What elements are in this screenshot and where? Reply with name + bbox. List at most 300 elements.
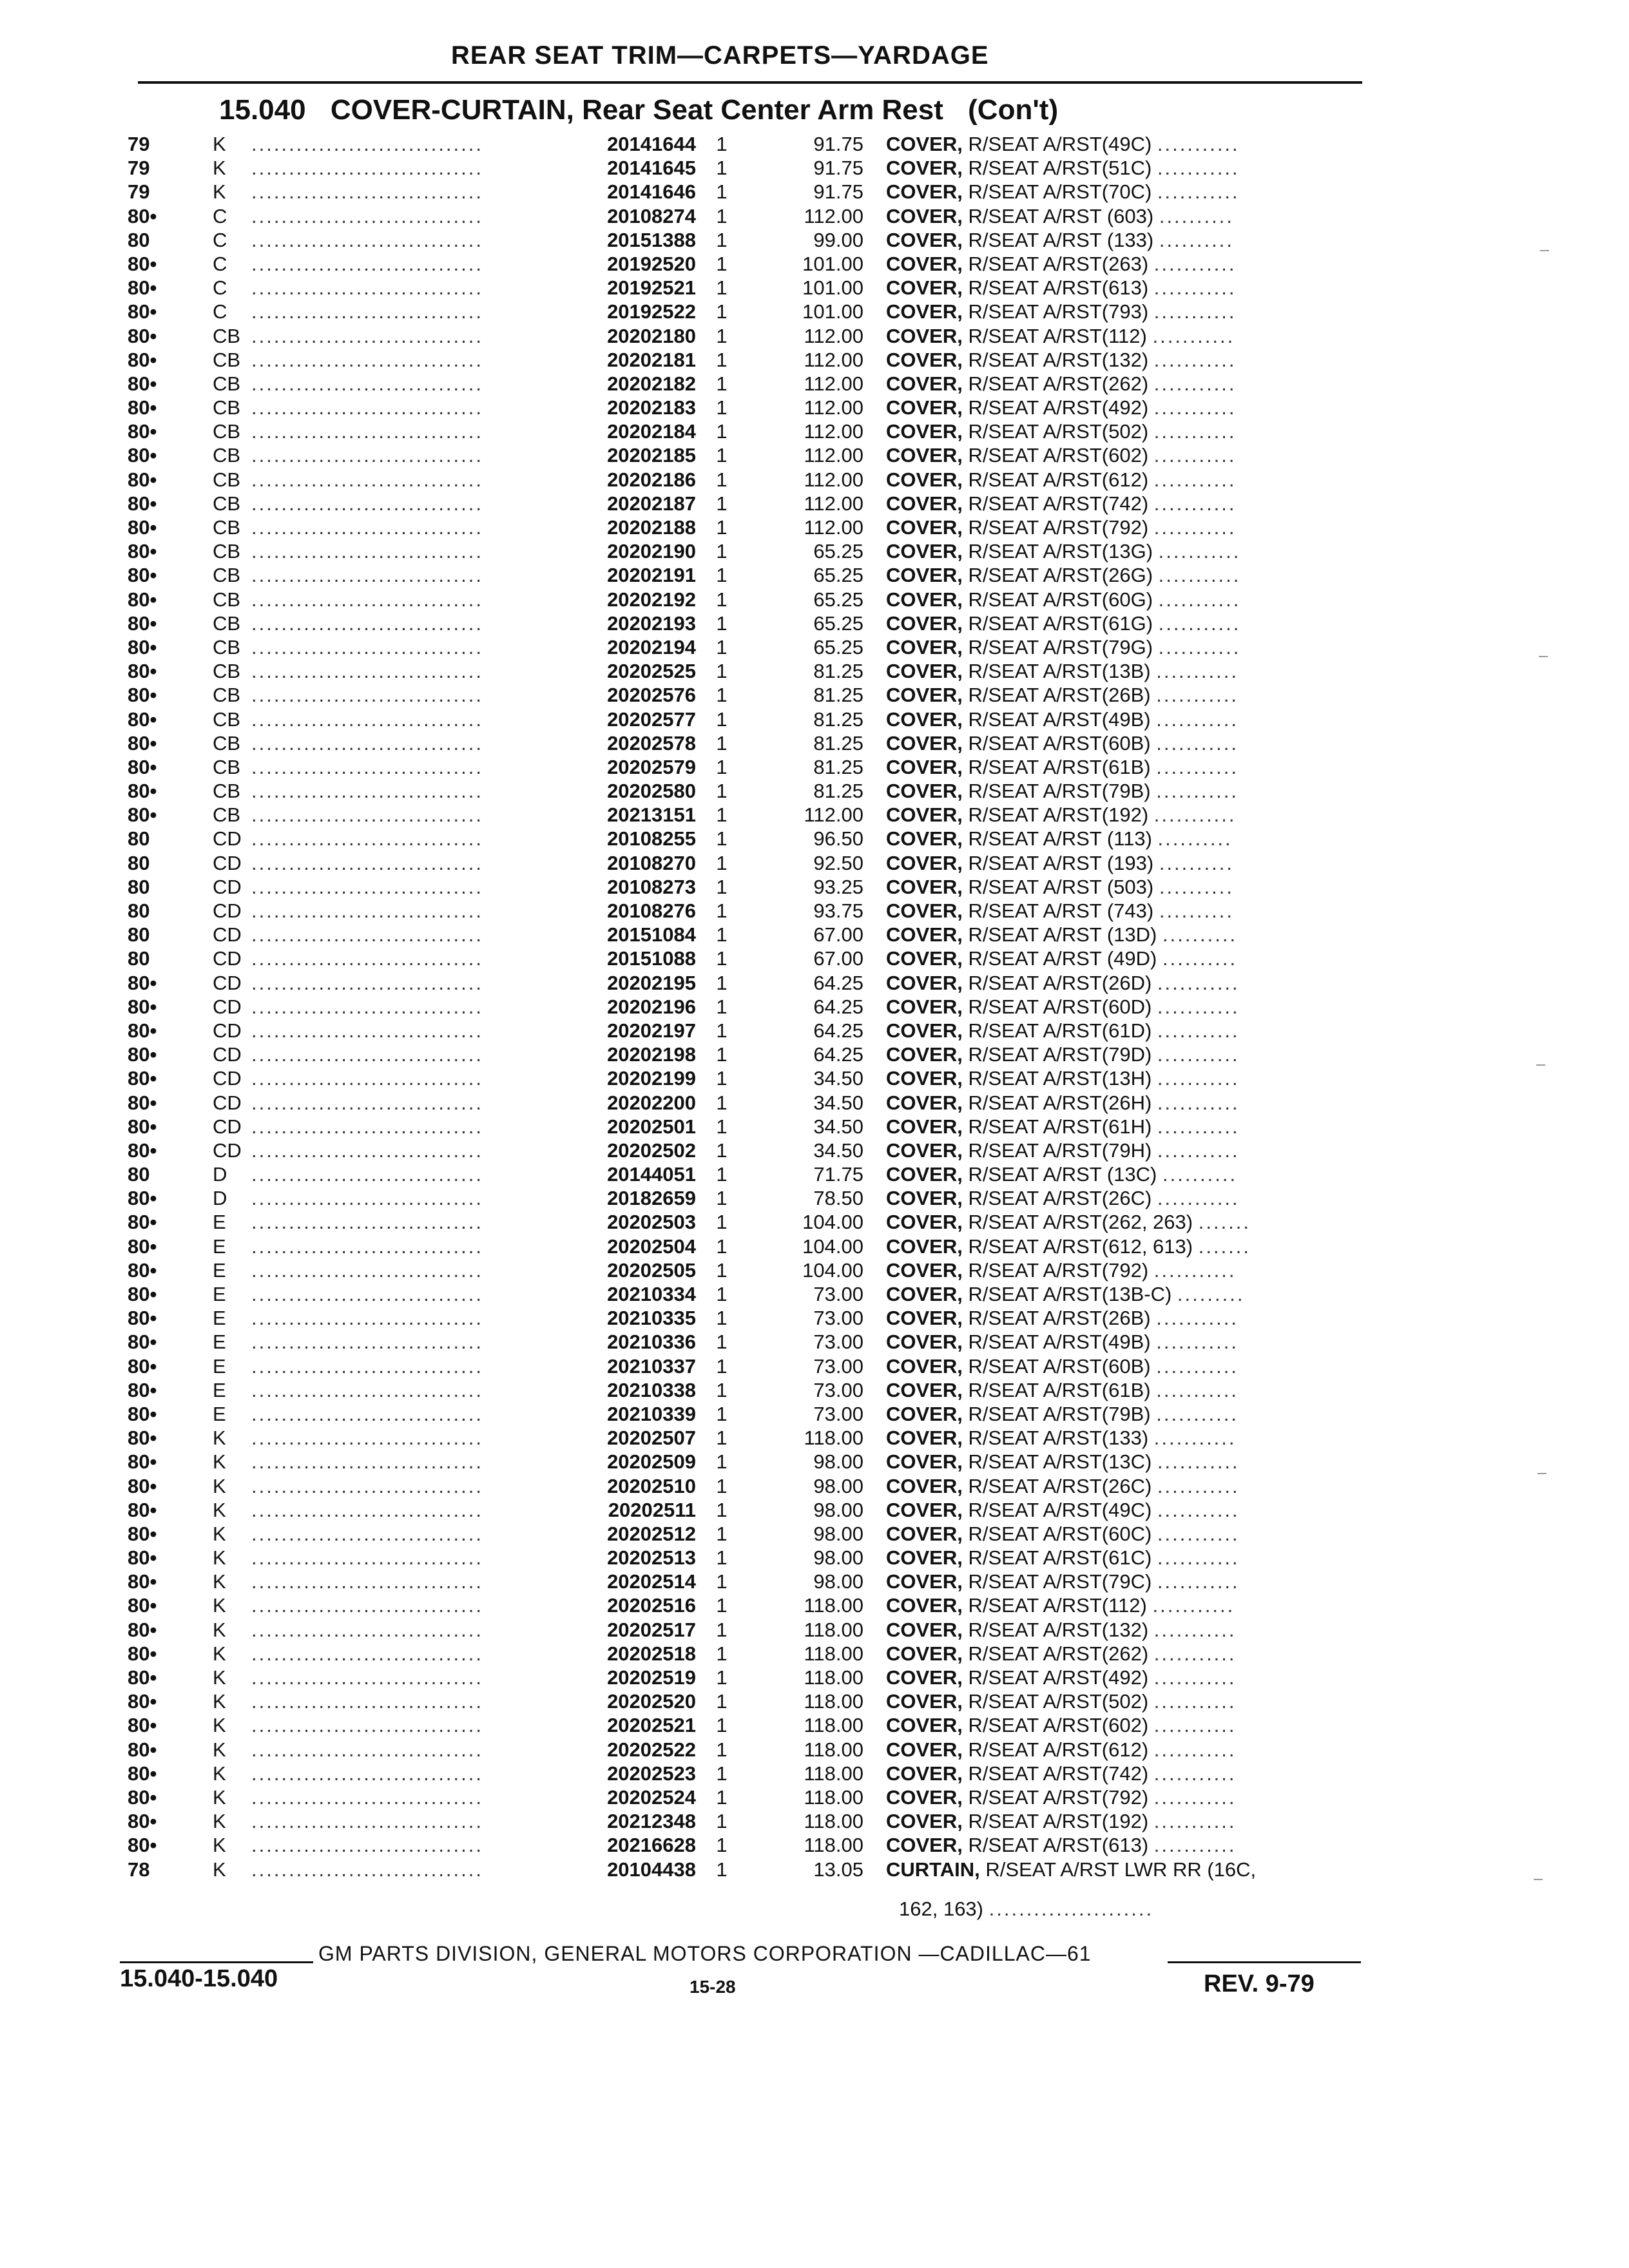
description-text: R/SEAT A/RST(13G) xyxy=(968,540,1153,563)
trim-code: K xyxy=(213,180,226,204)
table-row xyxy=(0,228,1629,252)
trim-code: K xyxy=(213,1810,226,1833)
price: 73.00 xyxy=(813,1331,863,1354)
description-text: R/SEAT A/RST (13D) xyxy=(968,923,1157,947)
quantity: 1 xyxy=(716,1427,728,1450)
part-number: 20202580 xyxy=(607,780,696,803)
quantity: 1 xyxy=(716,1211,728,1234)
trim-code: C xyxy=(213,228,227,251)
description-leader: ........... xyxy=(1157,1187,1240,1210)
part-number: 20202513 xyxy=(607,1546,696,1570)
table-row xyxy=(0,1043,1629,1066)
description-noun: COVER, xyxy=(886,899,963,922)
model-year: 80• xyxy=(128,1307,157,1330)
table-row xyxy=(0,1618,1629,1642)
description-noun: COVER, xyxy=(886,1307,963,1330)
model-year: 80• xyxy=(128,971,157,994)
price: 91.75 xyxy=(813,157,863,180)
price: 112.00 xyxy=(804,492,863,515)
trim-code: K xyxy=(213,1498,226,1521)
dot-leader: ............................... xyxy=(251,660,483,683)
part-number: 20108273 xyxy=(607,875,696,898)
table-row xyxy=(0,588,1629,611)
part-number: 20104438 xyxy=(607,1858,696,1881)
quantity: 1 xyxy=(716,492,728,515)
description-leader: .......... xyxy=(1162,947,1238,970)
table-row xyxy=(0,1738,1629,1762)
part-number: 20202505 xyxy=(607,1258,696,1282)
description-text: R/SEAT A/RST(133) xyxy=(968,1427,1149,1450)
description-noun: COVER, xyxy=(886,1474,963,1497)
model-year: 80• xyxy=(128,1810,157,1833)
quantity: 1 xyxy=(716,947,728,970)
quantity: 1 xyxy=(716,276,728,300)
quantity: 1 xyxy=(716,899,728,922)
description-text: R/SEAT A/RST(792) xyxy=(968,516,1149,539)
quantity: 1 xyxy=(716,875,728,898)
description-leader: ........... xyxy=(1153,252,1237,275)
quantity: 1 xyxy=(716,995,728,1018)
model-year: 80• xyxy=(128,1666,157,1689)
dot-leader: ............................... xyxy=(251,396,483,419)
trim-code: K xyxy=(213,1762,226,1785)
dot-leader: ............................... xyxy=(251,1091,483,1114)
part-number: 20202516 xyxy=(607,1594,696,1617)
quantity: 1 xyxy=(716,1642,728,1665)
description-leader: ........... xyxy=(1156,780,1239,803)
description-noun: COVER, xyxy=(886,780,963,803)
description xyxy=(886,731,1363,755)
table-row xyxy=(0,731,1629,755)
description xyxy=(886,827,1363,850)
description xyxy=(886,1162,1363,1186)
table-row xyxy=(0,180,1629,204)
description-text: R/SEAT A/RST(26B) xyxy=(968,684,1151,707)
description-noun: COVER, xyxy=(886,492,963,515)
description xyxy=(886,588,1363,611)
part-number: 20192521 xyxy=(607,276,696,300)
description xyxy=(886,611,1363,635)
part-number: 20202578 xyxy=(607,731,696,754)
description-text: R/SEAT A/RST(26C) xyxy=(968,1474,1152,1497)
margin-mark xyxy=(1537,1473,1547,1474)
price: 34.50 xyxy=(813,1139,863,1162)
description-text: R/SEAT A/RST (133) xyxy=(968,228,1154,251)
description xyxy=(886,1666,1363,1689)
trim-code: CD xyxy=(213,947,242,970)
price: 93.25 xyxy=(813,875,863,898)
description-noun: COVER, xyxy=(886,947,963,970)
model-year: 80 xyxy=(128,851,150,874)
dot-leader: ............................... xyxy=(251,803,483,827)
description-noun: COVER, xyxy=(886,1762,963,1785)
description xyxy=(886,1354,1363,1378)
description-text: R/SEAT A/RST(612) xyxy=(968,1738,1149,1761)
footer-rule-right xyxy=(1168,1961,1361,1963)
trim-code: D xyxy=(213,1163,227,1186)
quantity: 1 xyxy=(716,204,728,227)
description-text: R/SEAT A/RST (503) xyxy=(968,875,1154,898)
description xyxy=(886,300,1363,323)
description xyxy=(886,324,1363,348)
description-leader: ........... xyxy=(1157,1139,1240,1162)
description-noun: COVER, xyxy=(886,444,963,467)
table-row xyxy=(0,492,1629,515)
part-number: 20202182 xyxy=(607,372,696,395)
dot-leader: ............................... xyxy=(251,540,483,563)
part-number: 20202507 xyxy=(607,1427,696,1450)
description-noun: COVER, xyxy=(886,252,963,275)
table-row xyxy=(0,324,1629,348)
description-text: R/SEAT A/RST(60B) xyxy=(968,731,1151,754)
description-leader: ........... xyxy=(1157,1091,1240,1114)
description xyxy=(886,1570,1363,1593)
description-text: R/SEAT A/RST(70C) xyxy=(968,180,1152,204)
part-number: 20108276 xyxy=(607,899,696,922)
trim-code: K xyxy=(213,1690,226,1713)
price: 91.75 xyxy=(813,133,863,155)
trim-code: CD xyxy=(213,1019,242,1042)
part-number: 20202196 xyxy=(607,995,696,1018)
description xyxy=(886,1858,1363,1881)
part-number: 20151088 xyxy=(607,947,696,970)
dot-leader: ............................... xyxy=(251,157,483,180)
model-year: 80• xyxy=(128,1187,157,1210)
description xyxy=(886,1426,1363,1450)
description xyxy=(886,1235,1363,1258)
description-leader: ........... xyxy=(1157,1498,1240,1521)
description-text: R/SEAT A/RST(61C) xyxy=(968,1546,1152,1570)
table-row xyxy=(0,803,1629,827)
table-row xyxy=(0,372,1629,396)
table-row xyxy=(0,1402,1629,1426)
part-number: 20202186 xyxy=(607,468,696,491)
model-year: 80• xyxy=(128,372,157,395)
table-row xyxy=(0,515,1629,539)
description xyxy=(886,1066,1363,1090)
description-noun: COVER, xyxy=(886,1091,963,1114)
description-noun: COVER, xyxy=(886,324,963,347)
part-number: 20210337 xyxy=(607,1354,696,1378)
model-year: 80• xyxy=(128,444,157,467)
price: 98.00 xyxy=(813,1450,863,1474)
trim-code: CB xyxy=(213,492,241,515)
description-leader: ........... xyxy=(1157,133,1240,155)
part-number: 20202199 xyxy=(607,1067,696,1090)
description-text: R/SEAT A/RST(13H) xyxy=(968,1067,1152,1090)
part-number: 20202198 xyxy=(607,1043,696,1066)
description-noun: COVER, xyxy=(886,755,963,778)
description-leader: ........... xyxy=(1157,1570,1240,1593)
model-year: 80• xyxy=(128,1211,157,1234)
trim-code: CB xyxy=(213,372,241,395)
price: 112.00 xyxy=(804,803,863,827)
part-number: 20213151 xyxy=(607,803,696,827)
description-text: R/SEAT A/RST(132) xyxy=(968,1618,1149,1641)
trim-code: CB xyxy=(213,540,241,563)
quantity: 1 xyxy=(716,1378,728,1401)
description-text: R/SEAT A/RST(793) xyxy=(968,300,1149,323)
trim-code: E xyxy=(213,1258,226,1282)
table-row xyxy=(0,1593,1629,1617)
description-leader: ........... xyxy=(1153,444,1237,467)
trim-code: E xyxy=(213,1211,226,1234)
table-row xyxy=(0,995,1629,1019)
description-text: R/SEAT A/RST(612, 613) xyxy=(968,1235,1193,1258)
description-leader: ........... xyxy=(1157,1450,1240,1474)
margin-mark xyxy=(1536,1064,1545,1066)
part-number: 20210338 xyxy=(607,1378,696,1401)
description xyxy=(886,1713,1363,1737)
description-leader: .......... xyxy=(1159,851,1234,874)
description-leader: ........... xyxy=(1157,1067,1240,1090)
price: 34.50 xyxy=(813,1067,863,1090)
description-text: R/SEAT A/RST(602) xyxy=(968,1714,1149,1737)
table-row xyxy=(0,1378,1629,1402)
price: 98.00 xyxy=(813,1570,863,1593)
model-year: 80• xyxy=(128,1043,157,1066)
description-noun: COVER, xyxy=(886,1546,963,1570)
description-text: R/SEAT A/RST(79D) xyxy=(968,1043,1152,1066)
description-text: R/SEAT A/RST(613) xyxy=(968,276,1149,300)
description-leader: .......... xyxy=(1159,204,1234,227)
table-row xyxy=(0,755,1629,779)
dot-leader: ............................... xyxy=(251,1067,483,1090)
trim-code: E xyxy=(213,1283,226,1305)
quantity: 1 xyxy=(716,252,728,275)
description-text: R/SEAT A/RST (603) xyxy=(968,204,1154,227)
description-leader: ........... xyxy=(1153,1618,1237,1641)
model-year: 80• xyxy=(128,684,157,707)
description-leader: ........... xyxy=(1153,1690,1237,1713)
trim-code: K xyxy=(213,1714,226,1737)
part-number: 20202200 xyxy=(607,1091,696,1114)
dot-leader: ............................... xyxy=(251,372,483,395)
description-leader: ........... xyxy=(1153,372,1237,395)
price: 112.00 xyxy=(804,444,863,467)
description xyxy=(886,1689,1363,1713)
dot-leader: ............................... xyxy=(251,1738,483,1761)
price: 118.00 xyxy=(804,1785,863,1809)
trim-code: CB xyxy=(213,731,241,754)
continuation-line xyxy=(899,1898,1153,1921)
trim-code: CB xyxy=(213,444,241,467)
description-leader: ........... xyxy=(1158,564,1241,587)
part-number: 20202194 xyxy=(607,635,696,658)
model-year: 80• xyxy=(128,1522,157,1545)
quantity: 1 xyxy=(716,803,728,827)
model-year: 80• xyxy=(128,588,157,611)
trim-code: K xyxy=(213,1834,226,1857)
dot-leader: ............................... xyxy=(251,1331,483,1354)
dot-leader: ............................... xyxy=(251,1211,483,1234)
price: 64.25 xyxy=(813,995,863,1018)
footer-range: 15.040-15.040 xyxy=(120,1965,278,1992)
table-row xyxy=(0,348,1629,372)
model-year: 80• xyxy=(128,1283,157,1305)
description xyxy=(886,1833,1363,1857)
description-text: R/SEAT A/RST(61H) xyxy=(968,1115,1152,1138)
quantity: 1 xyxy=(716,1331,728,1354)
trim-code: C xyxy=(213,204,227,227)
price: 112.00 xyxy=(804,324,863,347)
quantity: 1 xyxy=(716,1019,728,1042)
part-number: 20210335 xyxy=(607,1307,696,1330)
description-text: R/SEAT A/RST(60C) xyxy=(968,1522,1152,1545)
model-year: 80• xyxy=(128,660,157,683)
description-text: R/SEAT A/RST(61D) xyxy=(968,1019,1152,1042)
trim-code: CD xyxy=(213,851,242,874)
table-row xyxy=(0,1689,1629,1713)
part-number: 20210334 xyxy=(607,1283,696,1305)
model-year: 80• xyxy=(128,1690,157,1713)
description-noun: COVER, xyxy=(886,875,963,898)
price: 104.00 xyxy=(802,1235,863,1258)
description-leader: ........... xyxy=(1158,588,1241,611)
trim-code: CD xyxy=(213,1067,242,1090)
description-leader: ........... xyxy=(1153,1762,1237,1785)
quantity: 1 xyxy=(716,1091,728,1114)
model-year: 80• xyxy=(128,1235,157,1258)
description-text: R/SEAT A/RST(742) xyxy=(968,1762,1149,1785)
trim-code: CD xyxy=(213,971,242,994)
model-year: 80• xyxy=(128,1378,157,1401)
description-noun: COVER, xyxy=(886,635,963,658)
description-text: R/SEAT A/RST(51C) xyxy=(968,157,1152,180)
model-year: 80• xyxy=(128,492,157,515)
price: 104.00 xyxy=(802,1258,863,1282)
quantity: 1 xyxy=(716,1187,728,1210)
quantity: 1 xyxy=(716,755,728,778)
description-leader: ........... xyxy=(1157,1474,1240,1497)
dot-leader: ............................... xyxy=(251,1427,483,1450)
quantity: 1 xyxy=(716,660,728,683)
model-year: 80• xyxy=(128,540,157,563)
description xyxy=(886,1546,1363,1570)
dot-leader: ............................... xyxy=(251,228,483,251)
trim-code: CB xyxy=(213,660,241,683)
model-year: 80 xyxy=(128,899,150,922)
trim-code: K xyxy=(213,1450,226,1474)
trim-code: CB xyxy=(213,803,241,827)
description-leader: ........... xyxy=(1153,803,1237,827)
quantity: 1 xyxy=(716,1043,728,1066)
description-leader: ........... xyxy=(1153,516,1237,539)
description-leader: ........... xyxy=(1156,1307,1239,1330)
quantity: 1 xyxy=(716,300,728,323)
model-year: 80• xyxy=(128,1354,157,1378)
part-number: 20202502 xyxy=(607,1139,696,1162)
table-row xyxy=(0,875,1629,899)
description-noun: COVER, xyxy=(886,1235,963,1258)
trim-code: CD xyxy=(213,995,242,1018)
trim-code: K xyxy=(213,1570,226,1593)
part-number: 20202512 xyxy=(607,1522,696,1545)
trim-code: E xyxy=(213,1307,226,1330)
description-noun: COVER, xyxy=(886,611,963,635)
trim-code: E xyxy=(213,1402,226,1425)
price: 73.00 xyxy=(813,1283,863,1305)
model-year: 79 xyxy=(128,180,150,204)
description-text: R/SEAT A/RST LWR RR (16C, xyxy=(985,1858,1257,1881)
quantity: 1 xyxy=(716,516,728,539)
description-noun: COVER, xyxy=(886,1378,963,1401)
table-row xyxy=(0,1162,1629,1186)
description-noun: COVER, xyxy=(886,1427,963,1450)
description xyxy=(886,1378,1363,1402)
dot-leader: ............................... xyxy=(251,588,483,611)
description xyxy=(886,443,1363,467)
page-title: REAR SEAT TRIM—CARPETS—YARDAGE xyxy=(451,41,989,70)
description xyxy=(886,1186,1363,1210)
table-row xyxy=(0,1115,1629,1139)
table-row xyxy=(0,1546,1629,1570)
dot-leader: ............................... xyxy=(251,300,483,323)
table-row xyxy=(0,683,1629,707)
price: 99.00 xyxy=(813,228,863,251)
price: 112.00 xyxy=(804,372,863,395)
trim-code: CB xyxy=(213,780,241,803)
trim-code: K xyxy=(213,1738,226,1761)
description xyxy=(886,923,1363,947)
quantity: 1 xyxy=(716,731,728,754)
model-year: 80• xyxy=(128,1785,157,1809)
description-noun: COVER, xyxy=(886,180,963,204)
part-number: 20202510 xyxy=(607,1474,696,1497)
dot-leader: ............................... xyxy=(251,947,483,970)
quantity: 1 xyxy=(716,1474,728,1497)
description-text: R/SEAT A/RST (113) xyxy=(968,827,1152,850)
description-leader: ........... xyxy=(1156,755,1239,778)
model-year: 80• xyxy=(128,1331,157,1354)
table-row xyxy=(0,252,1629,276)
description-leader: ........... xyxy=(1157,1522,1240,1545)
description-text: R/SEAT A/RST(192) xyxy=(968,1810,1149,1833)
price: 81.25 xyxy=(813,684,863,707)
description-text: R/SEAT A/RST(492) xyxy=(968,1666,1149,1689)
description-leader: ........... xyxy=(1157,1043,1240,1066)
table-row xyxy=(0,1642,1629,1666)
description-noun: COVER, xyxy=(886,1690,963,1713)
trim-code: K xyxy=(213,1546,226,1570)
description-leader: ........... xyxy=(1157,995,1240,1018)
description-text: R/SEAT A/RST(26B) xyxy=(968,1307,1151,1330)
table-row xyxy=(0,1066,1629,1090)
dot-leader: ............................... xyxy=(251,180,483,204)
quantity: 1 xyxy=(716,1522,728,1545)
quantity: 1 xyxy=(716,1834,728,1857)
table-row xyxy=(0,204,1629,228)
model-year: 80• xyxy=(128,1714,157,1737)
quantity: 1 xyxy=(716,324,728,347)
description-text: R/SEAT A/RST(60G) xyxy=(968,588,1153,611)
description-noun: COVER, xyxy=(886,1810,963,1833)
description xyxy=(886,1282,1363,1306)
section-title: COVER-CURTAIN, Rear Seat Center Arm Rest xyxy=(330,94,943,126)
model-year: 80• xyxy=(128,1738,157,1761)
quantity: 1 xyxy=(716,1738,728,1761)
description-leader: .......... xyxy=(1159,875,1234,898)
description xyxy=(886,1762,1363,1785)
description-leader: ........... xyxy=(1158,635,1241,658)
dot-leader: ............................... xyxy=(251,1283,483,1305)
trim-code: CB xyxy=(213,611,241,635)
description-leader: ........... xyxy=(1156,707,1239,731)
description-text: R/SEAT A/RST(79G) xyxy=(968,635,1153,658)
price: 101.00 xyxy=(802,300,863,323)
description-leader: .......... xyxy=(1159,899,1234,922)
quantity: 1 xyxy=(716,1115,728,1138)
